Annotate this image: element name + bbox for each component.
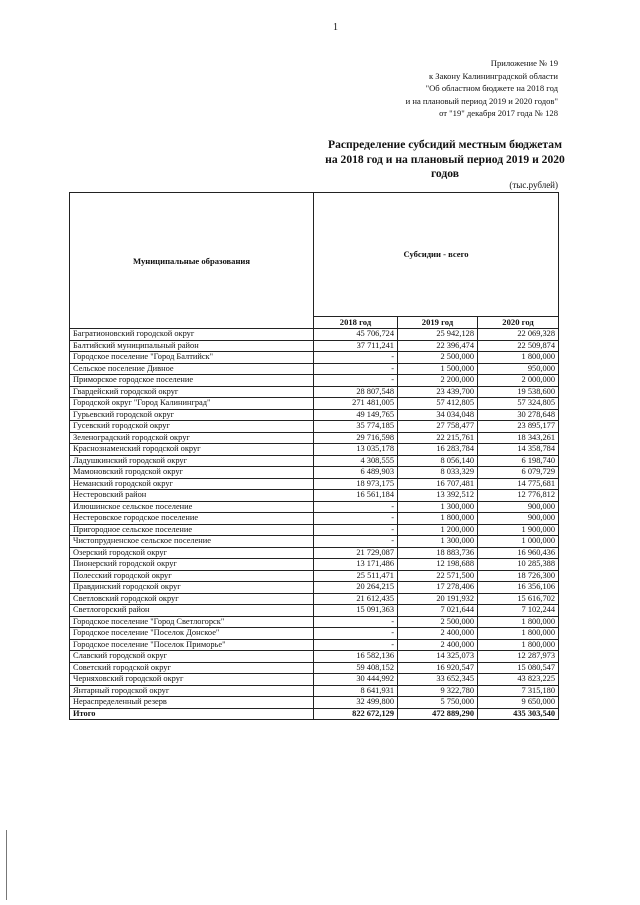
value-2018: 6 489,903	[314, 467, 398, 479]
municipality-name: Городское поселение "Поселок Донское"	[70, 628, 314, 640]
municipality-name: Светловский городской округ	[70, 593, 314, 605]
value-2020: 12 287,973	[478, 651, 559, 663]
value-2019: 22 571,500	[398, 570, 478, 582]
municipality-name: Полесский городской округ	[70, 570, 314, 582]
value-2020: 900,000	[478, 513, 559, 525]
table-row	[70, 547, 559, 559]
value-2019: 25 942,128	[398, 329, 478, 341]
value-2018: 21 729,087	[314, 547, 398, 559]
municipality-name: Янтарный городской округ	[70, 685, 314, 697]
municipality-name: Городское поселение "Город Балтийск"	[70, 352, 314, 364]
value-2020: 9 650,000	[478, 697, 559, 709]
value-2019: 22 215,761	[398, 432, 478, 444]
value-2018: -	[314, 628, 398, 640]
municipality-name: Черняховский городской округ	[70, 674, 314, 686]
value-2020: 14 358,784	[478, 444, 559, 456]
municipality-name: Светлогорский район	[70, 605, 314, 617]
value-2018: 13 035,178	[314, 444, 398, 456]
value-2018: 28 807,548	[314, 386, 398, 398]
table-row	[70, 490, 559, 502]
table-row	[70, 593, 559, 605]
value-2019: 17 278,406	[398, 582, 478, 594]
value-2019: 1 300,000	[398, 536, 478, 548]
value-2018: 8 641,931	[314, 685, 398, 697]
column-header-subsidies: Субсидии - всего	[314, 193, 559, 317]
table-row	[70, 536, 559, 548]
municipality-name: Нераспределенный резерв	[70, 697, 314, 709]
value-2020: 18 726,300	[478, 570, 559, 582]
value-2018: -	[314, 501, 398, 513]
table-row	[70, 513, 559, 525]
total-row	[70, 708, 559, 720]
table-row	[70, 605, 559, 617]
value-2018: 16 561,184	[314, 490, 398, 502]
value-2020: 19 538,600	[478, 386, 559, 398]
value-2020: 12 776,812	[478, 490, 559, 502]
total-2018: 822 672,129	[314, 708, 398, 720]
value-2019: 9 322,780	[398, 685, 478, 697]
table-row	[70, 409, 559, 421]
total-label: Итого	[70, 708, 314, 720]
column-header-year: 2019 год	[398, 316, 478, 328]
value-2019: 18 883,736	[398, 547, 478, 559]
value-2019: 22 396,474	[398, 340, 478, 352]
value-2018: 29 716,598	[314, 432, 398, 444]
total-2020: 435 303,540	[478, 708, 559, 720]
scan-margin-line	[6, 830, 7, 900]
value-2020: 22 069,328	[478, 329, 559, 341]
value-2020: 1 800,000	[478, 352, 559, 364]
municipality-name: Нестеровское городское поселение	[70, 513, 314, 525]
table-row	[70, 570, 559, 582]
value-2019: 1 800,000	[398, 513, 478, 525]
value-2020: 6 079,729	[478, 467, 559, 479]
value-2019: 23 439,700	[398, 386, 478, 398]
value-2019: 1 200,000	[398, 524, 478, 536]
municipality-name: Балтийский муниципальный район	[70, 340, 314, 352]
value-2020: 23 895,177	[478, 421, 559, 433]
column-header-year: 2020 год	[478, 316, 559, 328]
appendix-header	[406, 57, 558, 120]
value-2020: 1 800,000	[478, 639, 559, 651]
value-2019: 2 400,000	[398, 628, 478, 640]
value-2019: 16 283,784	[398, 444, 478, 456]
value-2018: 25 511,471	[314, 570, 398, 582]
value-2018: 4 308,555	[314, 455, 398, 467]
value-2019: 33 652,345	[398, 674, 478, 686]
municipality-name: Илюшинское сельское поселение	[70, 501, 314, 513]
table-row	[70, 421, 559, 433]
title-line: Распределение субсидий местным бюджетам	[328, 138, 562, 151]
table-row	[70, 375, 559, 387]
value-2018: -	[314, 513, 398, 525]
value-2019: 2 200,000	[398, 375, 478, 387]
value-2019: 34 034,048	[398, 409, 478, 421]
value-2019: 57 412,805	[398, 398, 478, 410]
value-2019: 7 021,644	[398, 605, 478, 617]
value-2018: -	[314, 375, 398, 387]
value-2020: 15 616,702	[478, 593, 559, 605]
table-row	[70, 363, 559, 375]
value-2018: 16 582,136	[314, 651, 398, 663]
value-2020: 7 102,244	[478, 605, 559, 617]
value-2020: 15 080,547	[478, 662, 559, 674]
table-row	[70, 628, 559, 640]
value-2020: 950,000	[478, 363, 559, 375]
municipality-name: Городское поселение "Город Светлогорск"	[70, 616, 314, 628]
value-2018: 20 264,215	[314, 582, 398, 594]
table-row	[70, 674, 559, 686]
value-2018: 18 973,175	[314, 478, 398, 490]
municipality-name: Правдинский городской округ	[70, 582, 314, 594]
value-2018: 49 149,765	[314, 409, 398, 421]
title-line: на 2018 год и на плановый период 2019 и 2020	[325, 152, 565, 166]
table-row	[70, 340, 559, 352]
value-2020: 1 000,000	[478, 536, 559, 548]
units-label: (тыс.рублей)	[509, 180, 558, 190]
value-2019: 2 400,000	[398, 639, 478, 651]
value-2018: 15 091,363	[314, 605, 398, 617]
table-row	[70, 444, 559, 456]
document-title	[300, 138, 590, 182]
value-2018: 21 612,435	[314, 593, 398, 605]
value-2019: 27 758,477	[398, 421, 478, 433]
value-2018: 37 711,241	[314, 340, 398, 352]
value-2020: 7 315,180	[478, 685, 559, 697]
column-header-municipal: Муниципальные образования	[70, 193, 314, 329]
municipality-name: Нестеровский район	[70, 490, 314, 502]
table-body	[70, 329, 559, 720]
value-2020: 6 198,740	[478, 455, 559, 467]
municipality-name: Городской округ "Город Калининград"	[70, 398, 314, 410]
municipality-name: Пионерский городской округ	[70, 559, 314, 571]
municipality-name: Городское поселение "Поселок Приморье"	[70, 639, 314, 651]
table-row	[70, 685, 559, 697]
municipality-name: Багратионовский городской округ	[70, 329, 314, 341]
value-2019: 20 191,932	[398, 593, 478, 605]
subsidies-table	[69, 192, 559, 720]
table-row	[70, 662, 559, 674]
value-2018: 30 444,992	[314, 674, 398, 686]
value-2020: 900,000	[478, 501, 559, 513]
value-2020: 2 000,000	[478, 375, 559, 387]
appendix-line: от "19" декабря 2017 года № 128	[439, 108, 558, 119]
table-row	[70, 501, 559, 513]
value-2019: 1 300,000	[398, 501, 478, 513]
municipality-name: Сельское поселение Дивное	[70, 363, 314, 375]
value-2020: 57 324,805	[478, 398, 559, 410]
appendix-line: Приложение № 19	[490, 58, 558, 68]
value-2019: 14 325,073	[398, 651, 478, 663]
value-2018: 13 171,486	[314, 559, 398, 571]
table-row	[70, 651, 559, 663]
table-row	[70, 639, 559, 651]
value-2019: 13 392,512	[398, 490, 478, 502]
value-2020: 22 509,874	[478, 340, 559, 352]
municipality-name: Гурьевский городской округ	[70, 409, 314, 421]
value-2018: 35 774,185	[314, 421, 398, 433]
municipality-name: Зеленоградский городской округ	[70, 432, 314, 444]
municipality-name: Советский городской округ	[70, 662, 314, 674]
municipality-name: Неманский городской округ	[70, 478, 314, 490]
value-2020: 18 343,261	[478, 432, 559, 444]
value-2020: 1 800,000	[478, 628, 559, 640]
value-2019: 1 500,000	[398, 363, 478, 375]
value-2020: 16 356,106	[478, 582, 559, 594]
value-2018: 32 499,800	[314, 697, 398, 709]
value-2020: 30 278,648	[478, 409, 559, 421]
value-2018: -	[314, 524, 398, 536]
appendix-line: и на плановый период 2019 и 2020 годов"	[405, 95, 558, 106]
value-2019: 8 056,140	[398, 455, 478, 467]
municipality-name: Гусевский городской округ	[70, 421, 314, 433]
municipality-name: Пригородное сельское поселение	[70, 524, 314, 536]
municipality-name: Краснознаменский городской округ	[70, 444, 314, 456]
table-row	[70, 616, 559, 628]
page-number: 1	[333, 22, 338, 33]
total-2019: 472 889,290	[398, 708, 478, 720]
value-2018: -	[314, 352, 398, 364]
municipality-name: Озерский городской округ	[70, 547, 314, 559]
value-2018: -	[314, 639, 398, 651]
table-row	[70, 455, 559, 467]
table-row	[70, 524, 559, 536]
value-2018: 59 408,152	[314, 662, 398, 674]
value-2019: 5 750,000	[398, 697, 478, 709]
municipality-name: Мамоновский городской округ	[70, 467, 314, 479]
value-2019: 12 198,688	[398, 559, 478, 571]
value-2019: 2 500,000	[398, 352, 478, 364]
value-2018: 271 481,005	[314, 398, 398, 410]
value-2020: 1 800,000	[478, 616, 559, 628]
value-2020: 1 900,000	[478, 524, 559, 536]
value-2018: -	[314, 616, 398, 628]
appendix-line: к Закону Калининградской области	[428, 70, 558, 81]
appendix-line: "Об областном бюджете на 2018 год	[425, 83, 558, 94]
value-2019: 8 033,329	[398, 467, 478, 479]
table-row	[70, 386, 559, 398]
municipality-name: Ладушкинский городской округ	[70, 455, 314, 467]
value-2020: 10 285,388	[478, 559, 559, 571]
table-row	[70, 467, 559, 479]
table-row	[70, 582, 559, 594]
value-2019: 2 500,000	[398, 616, 478, 628]
value-2020: 16 960,436	[478, 547, 559, 559]
table-row	[70, 398, 559, 410]
table-row	[70, 432, 559, 444]
municipality-name: Гвардейский городской округ	[70, 386, 314, 398]
title-line: годов	[430, 167, 460, 181]
table-row	[70, 352, 559, 364]
value-2018: 45 706,724	[314, 329, 398, 341]
table-row	[70, 329, 559, 341]
value-2019: 16 707,481	[398, 478, 478, 490]
table-row	[70, 478, 559, 490]
value-2018: -	[314, 536, 398, 548]
value-2018: -	[314, 363, 398, 375]
municipality-name: Славский городской округ	[70, 651, 314, 663]
value-2020: 43 823,225	[478, 674, 559, 686]
table-row	[70, 559, 559, 571]
table-row	[70, 697, 559, 709]
municipality-name: Чистопрудненское сельское поселение	[70, 536, 314, 548]
value-2020: 14 775,681	[478, 478, 559, 490]
value-2019: 16 920,547	[398, 662, 478, 674]
column-header-year: 2018 год	[314, 316, 398, 328]
municipality-name: Приморское городское поселение	[70, 375, 314, 387]
